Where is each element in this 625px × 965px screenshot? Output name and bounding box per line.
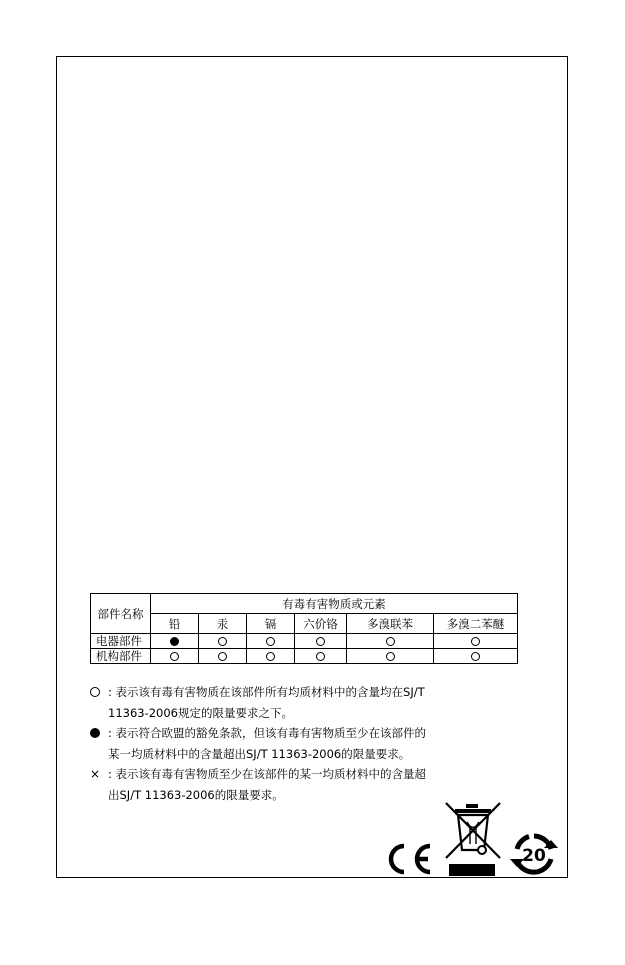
hazardous-substance-table [90,593,518,664]
mark-icon [386,637,395,646]
mark-cell [295,634,347,649]
note-cross [90,764,450,805]
mark-icon [170,652,179,661]
part-name-header: 部件名称 [91,594,151,634]
mark-cell [151,649,199,664]
substance-header: 有毒有害物质或元素 [151,594,518,614]
mark-cell [151,634,199,649]
mark-icon [386,652,395,661]
table-row [91,634,518,649]
note-filled-circle [90,723,450,764]
mark-cell [434,649,518,664]
ce-mark-icon [381,843,433,875]
legend-notes [90,682,450,805]
mark-cell [295,649,347,664]
weee-bin-icon [443,800,503,878]
mark-icon [471,637,480,646]
substance-label: 六价铬 [295,614,347,634]
efup-20-logo-icon [509,831,559,877]
filled-circle-icon [90,728,100,738]
mark-icon [218,637,227,646]
note-empty-circle [90,682,450,723]
note-text: 表示该有毒有害物质至少在该部件的某一均质材料中的含量超 [115,767,427,781]
part-name: 电器部件 [91,634,151,649]
mark-cell [199,649,247,664]
mark-cell [247,634,295,649]
mark-icon [316,637,325,646]
note-text: 11363-2006规定的限量要求之下。 [108,705,293,720]
efup-years: 20 [522,846,546,866]
note-text: 某一均质材料中的含量超出SJ/T 11363-2006的限量要求。 [108,746,411,761]
substance-label: 铅 [151,614,199,634]
cross-icon: × [90,767,101,781]
note-text: 出SJ/T 11363-2006的限量要求。 [108,787,284,802]
substance-label: 多溴联苯 [347,614,434,634]
part-name: 机构部件 [91,649,151,664]
substance-label: 镉 [247,614,295,634]
mark-cell [199,634,247,649]
mark-cell [347,634,434,649]
table-row [91,649,518,664]
note-separator: : [108,726,112,740]
mark-icon [218,652,227,661]
mark-icon [266,637,275,646]
mark-cell [434,634,518,649]
substance-label: 多溴二苯醚 [434,614,518,634]
substance-label: 汞 [199,614,247,634]
mark-icon [316,652,325,661]
note-separator: : [108,685,112,699]
mark-icon [266,652,275,661]
mark-cell [347,649,434,664]
mark-cell [247,649,295,664]
note-separator: : [108,767,112,781]
empty-circle-icon [90,687,100,697]
mark-icon [471,652,480,661]
mark-icon [170,637,179,646]
note-text: 表示符合欧盟的豁免条款，但该有毒有害物质至少在该部件的 [115,726,427,740]
note-text: 表示该有毒有害物质在该部件所有均质材料中的含量均在SJ/T [115,685,425,699]
